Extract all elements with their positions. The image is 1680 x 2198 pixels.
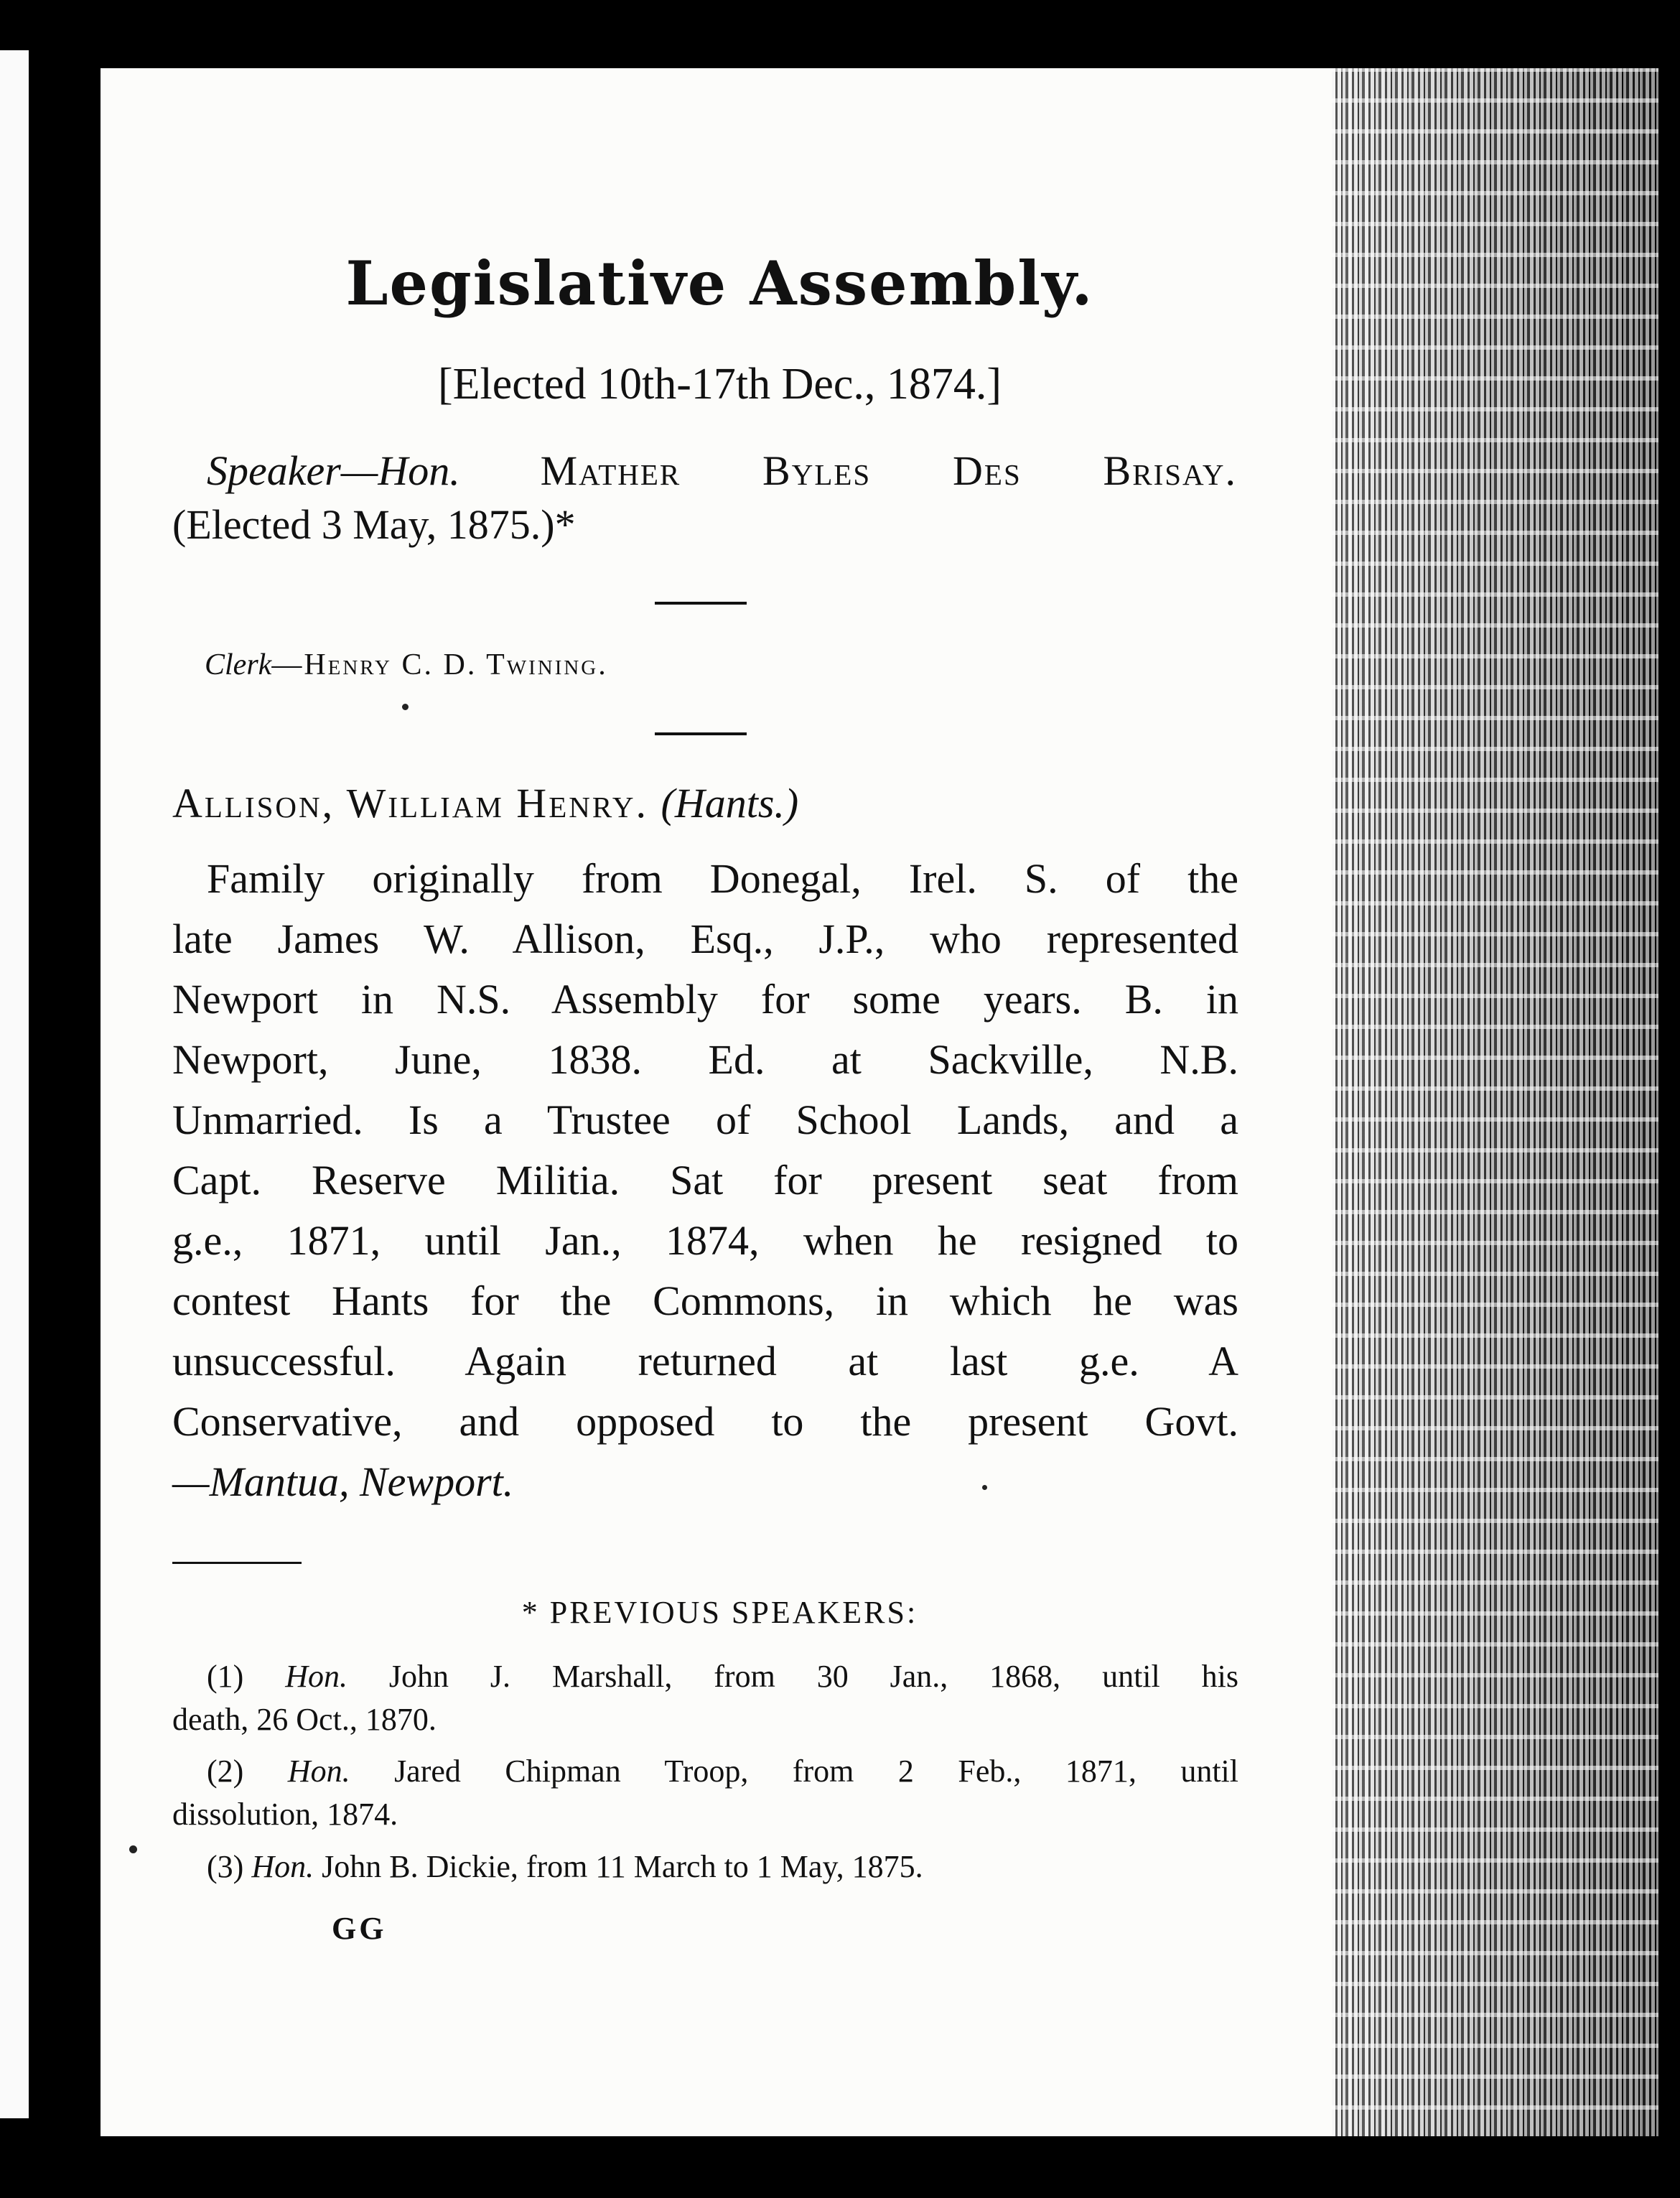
member-constituency: (Hants.) [661, 780, 799, 826]
previous-speaker-item [207, 1655, 1238, 1698]
signature-mark: GG [332, 1911, 387, 1946]
bio-line: contest Hants for the Commons, in which he was [172, 1277, 1238, 1324]
previous-speaker-item-cont: death, 26 Oct., 1870. [172, 1702, 437, 1737]
previous-page-edge [0, 50, 29, 2118]
bio-line: Capt. Reserve Militia. Sat for present seat from [172, 1157, 1238, 1203]
bio-line: g.e., 1871, until Jan., 1874, when he resigned to [172, 1217, 1238, 1264]
previous-speaker-item [207, 1845, 1238, 1889]
page-stack-edge [1332, 68, 1658, 2136]
speaker-line [207, 447, 1237, 495]
speaker-name: Mather Byles Des Brisay. [540, 447, 1237, 494]
speaker-elected-date: (Elected 3 May, 1875.)* [172, 501, 576, 548]
item-text: Jared Chipman Troop, from 2 Feb., 1871, until [394, 1754, 1238, 1789]
bio-line: Unmarried. Is a Trustee of School Lands, and a [172, 1096, 1238, 1143]
clerk-name: —Henry C. D. Twining. [271, 648, 608, 681]
divider [655, 602, 747, 605]
previous-speaker-item-cont: dissolution, 1874. [172, 1797, 398, 1832]
item-title: Hon. [287, 1754, 350, 1789]
item-text: John J. Marshall, from 30 Jan., 1868, until his [388, 1659, 1238, 1694]
item-number: (3) [207, 1849, 244, 1884]
item-number: (1) [207, 1659, 244, 1694]
divider [655, 732, 747, 735]
previous-speaker-item [207, 1750, 1238, 1793]
item-number: (2) [207, 1754, 244, 1789]
bio-line: Family originally from Donegal, Irel. S. of the [207, 855, 1238, 902]
page-title: Legislative Assembly. [345, 248, 1094, 319]
bio-line: Conservative, and opposed to the present Govt. [172, 1398, 1238, 1445]
speaker-role: Speaker—Hon. [207, 447, 460, 494]
clerk-role: Clerk [205, 648, 272, 681]
previous-speakers-title: * PREVIOUS SPEAKERS: [521, 1595, 918, 1630]
bio-line: unsuccessful. Again returned at last g.e. A [172, 1338, 1238, 1384]
ink-speck [129, 1845, 137, 1853]
clerk-line [205, 648, 608, 682]
ink-speck [982, 1485, 987, 1490]
footnote-divider [172, 1562, 302, 1564]
item-title: Hon. [251, 1849, 314, 1884]
member-heading [172, 779, 798, 827]
item-title: Hon. [285, 1659, 347, 1694]
election-dates: [Elected 10th-17th Dec., 1874.] [437, 360, 1002, 409]
bio-address: —Mantua, Newport. [172, 1458, 514, 1505]
ink-speck [402, 704, 409, 710]
bio-line: late James W. Allison, Esq., J.P., who represented [172, 916, 1238, 962]
item-text: John B. Dickie, from 11 March to 1 May, 1875. [322, 1849, 923, 1884]
bio-line: Newport, June, 1838. Ed. at Sackville, N.B. [172, 1036, 1238, 1083]
member-name: Allison, William Henry. [172, 780, 649, 826]
bio-line: Newport in N.S. Assembly for some years. B. in [172, 976, 1238, 1023]
